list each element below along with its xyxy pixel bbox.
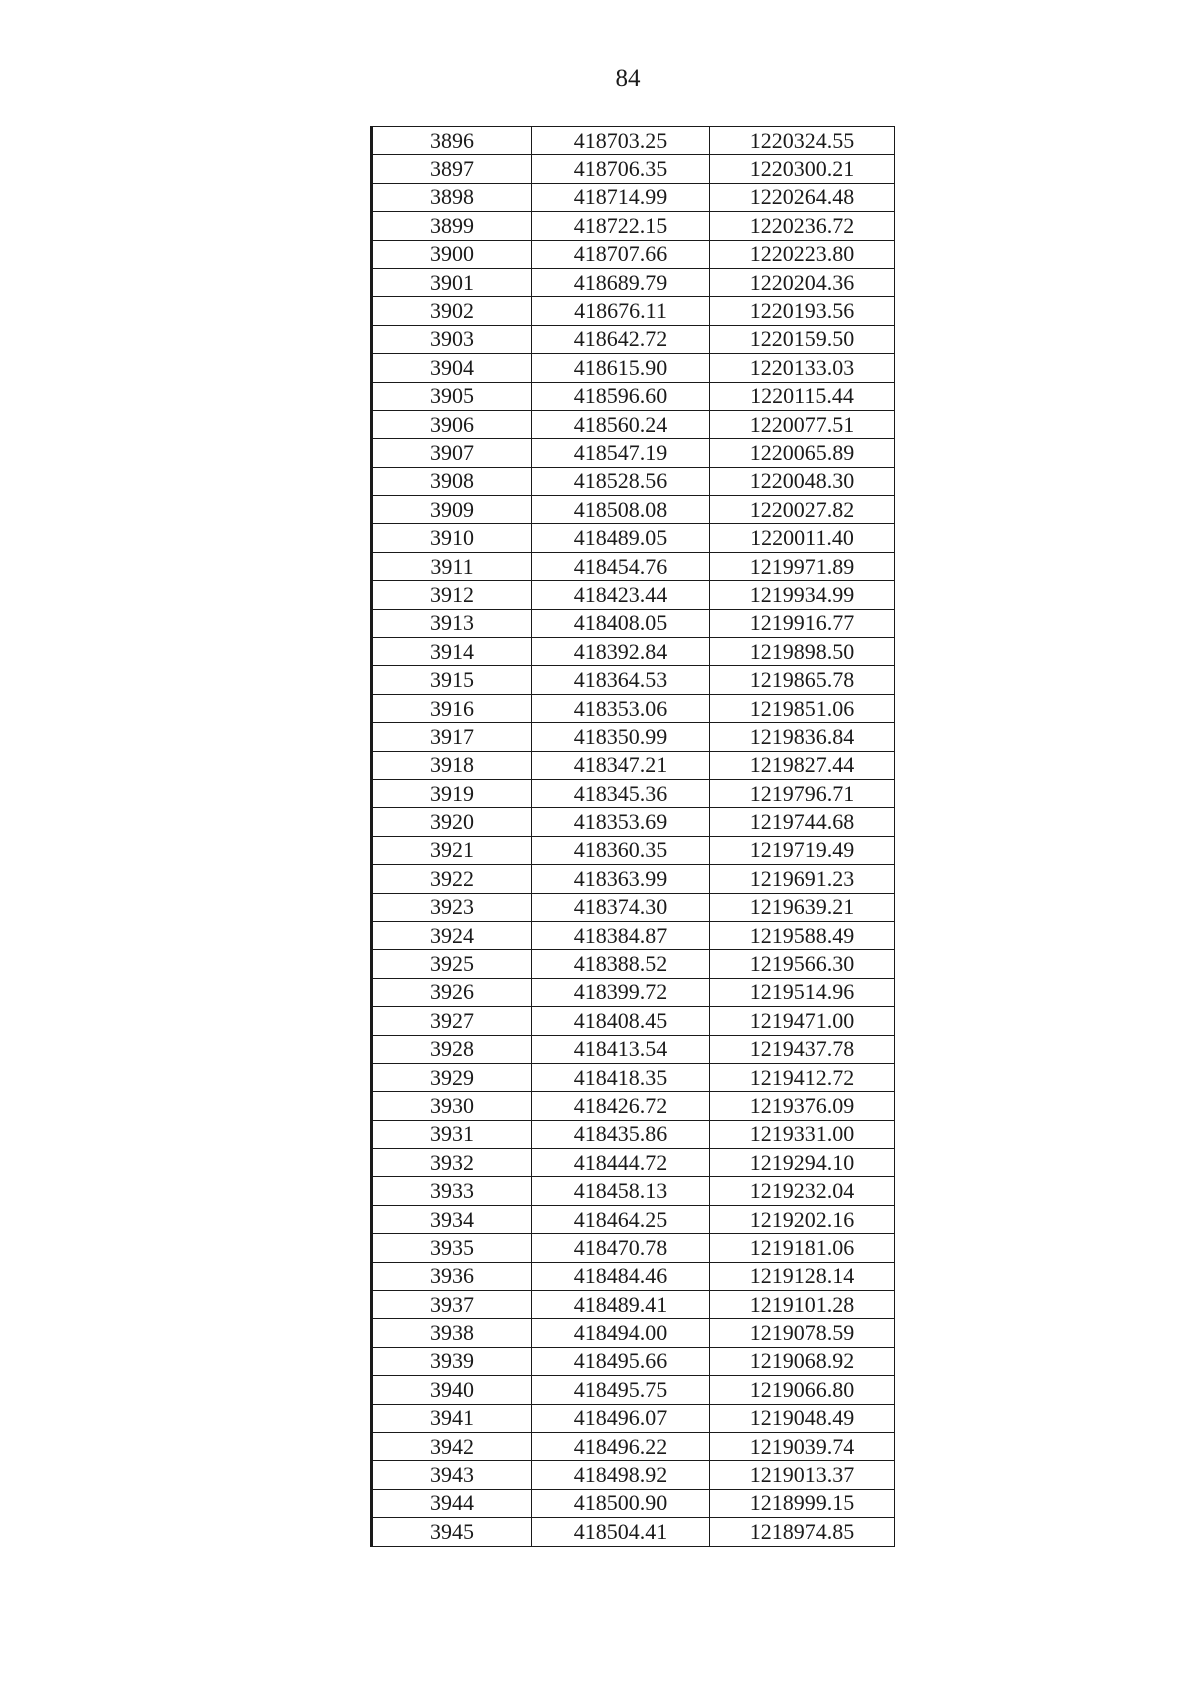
y-coordinate-cell: 1219851.06 [710,694,895,722]
point-number-cell: 3900 [372,240,532,268]
x-coordinate-cell: 418392.84 [532,638,710,666]
point-number-cell: 3941 [372,1404,532,1432]
x-coordinate-cell: 418489.41 [532,1291,710,1319]
point-number-cell: 3902 [372,297,532,325]
point-number-cell: 3937 [372,1291,532,1319]
table-row [372,808,895,836]
x-coordinate-cell: 418560.24 [532,410,710,438]
y-coordinate-cell: 1219836.84 [710,723,895,751]
y-coordinate-cell: 1219294.10 [710,1149,895,1177]
point-number-cell: 3943 [372,1461,532,1489]
y-coordinate-cell: 1220011.40 [710,524,895,552]
table-row [372,410,895,438]
point-number-cell: 3898 [372,183,532,211]
x-coordinate-cell: 418364.53 [532,666,710,694]
y-coordinate-cell: 1220223.80 [710,240,895,268]
x-coordinate-cell: 418596.60 [532,382,710,410]
point-number-cell: 3914 [372,638,532,666]
x-coordinate-cell: 418426.72 [532,1092,710,1120]
point-number-cell: 3920 [372,808,532,836]
table-row [372,297,895,325]
x-coordinate-cell: 418496.22 [532,1432,710,1460]
table-row [372,1234,895,1262]
table-row [372,354,895,382]
y-coordinate-cell: 1219232.04 [710,1177,895,1205]
x-coordinate-cell: 418676.11 [532,297,710,325]
table-row [372,666,895,694]
point-number-cell: 3921 [372,836,532,864]
point-number-cell: 3896 [372,127,532,155]
table-row [372,1120,895,1148]
y-coordinate-cell: 1219744.68 [710,808,895,836]
table-row [372,496,895,524]
table-row [372,1518,895,1546]
x-coordinate-cell: 418350.99 [532,723,710,751]
x-coordinate-cell: 418413.54 [532,1035,710,1063]
point-number-cell: 3939 [372,1347,532,1375]
point-number-cell: 3932 [372,1149,532,1177]
x-coordinate-cell: 418423.44 [532,581,710,609]
y-coordinate-cell: 1218974.85 [710,1518,895,1546]
y-coordinate-cell: 1219412.72 [710,1063,895,1091]
x-coordinate-cell: 418496.07 [532,1404,710,1432]
x-coordinate-cell: 418408.05 [532,609,710,637]
x-coordinate-cell: 418444.72 [532,1149,710,1177]
table-row [372,609,895,637]
y-coordinate-cell: 1219437.78 [710,1035,895,1063]
y-coordinate-cell: 1219691.23 [710,865,895,893]
y-coordinate-cell: 1219827.44 [710,751,895,779]
x-coordinate-cell: 418408.45 [532,1007,710,1035]
y-coordinate-cell: 1219566.30 [710,950,895,978]
x-coordinate-cell: 418458.13 [532,1177,710,1205]
y-coordinate-cell: 1219048.49 [710,1404,895,1432]
x-coordinate-cell: 418454.76 [532,552,710,580]
point-number-cell: 3944 [372,1489,532,1517]
point-number-cell: 3936 [372,1262,532,1290]
point-number-cell: 3942 [372,1432,532,1460]
point-number-cell: 3940 [372,1376,532,1404]
point-number-cell: 3915 [372,666,532,694]
table-row [372,1291,895,1319]
point-number-cell: 3934 [372,1205,532,1233]
y-coordinate-cell: 1220324.55 [710,127,895,155]
y-coordinate-cell: 1219181.06 [710,1234,895,1262]
y-coordinate-cell: 1219078.59 [710,1319,895,1347]
point-number-cell: 3933 [372,1177,532,1205]
x-coordinate-cell: 418353.69 [532,808,710,836]
x-coordinate-cell: 418615.90 [532,354,710,382]
y-coordinate-cell: 1219376.09 [710,1092,895,1120]
x-coordinate-cell: 418388.52 [532,950,710,978]
table-row [372,1035,895,1063]
table-row [372,268,895,296]
x-coordinate-cell: 418399.72 [532,978,710,1006]
y-coordinate-cell: 1220027.82 [710,496,895,524]
y-coordinate-cell: 1219471.00 [710,1007,895,1035]
table-row [372,1262,895,1290]
y-coordinate-cell: 1219514.96 [710,978,895,1006]
table-row [372,552,895,580]
x-coordinate-cell: 418435.86 [532,1120,710,1148]
point-number-cell: 3912 [372,581,532,609]
x-coordinate-cell: 418495.75 [532,1376,710,1404]
table-row [372,1432,895,1460]
table-row [372,382,895,410]
table-row [372,240,895,268]
y-coordinate-cell: 1219796.71 [710,779,895,807]
table-row [372,439,895,467]
x-coordinate-cell: 418642.72 [532,325,710,353]
table-row [372,1404,895,1432]
point-number-cell: 3930 [372,1092,532,1120]
x-coordinate-cell: 418508.08 [532,496,710,524]
y-coordinate-cell: 1220300.21 [710,155,895,183]
table-row [372,694,895,722]
x-coordinate-cell: 418504.41 [532,1518,710,1546]
table-row [372,1461,895,1489]
point-number-cell: 3897 [372,155,532,183]
y-coordinate-cell: 1219865.78 [710,666,895,694]
y-coordinate-cell: 1220115.44 [710,382,895,410]
table-row [372,581,895,609]
y-coordinate-cell: 1220048.30 [710,467,895,495]
coordinates-table [370,126,895,1547]
y-coordinate-cell: 1219013.37 [710,1461,895,1489]
x-coordinate-cell: 418495.66 [532,1347,710,1375]
point-number-cell: 3904 [372,354,532,382]
point-number-cell: 3901 [372,268,532,296]
table-row [372,893,895,921]
point-number-cell: 3907 [372,439,532,467]
point-number-cell: 3925 [372,950,532,978]
x-coordinate-cell: 418706.35 [532,155,710,183]
y-coordinate-cell: 1219639.21 [710,893,895,921]
y-coordinate-cell: 1219101.28 [710,1291,895,1319]
x-coordinate-cell: 418347.21 [532,751,710,779]
y-coordinate-cell: 1219068.92 [710,1347,895,1375]
table-row [372,467,895,495]
y-coordinate-cell: 1219934.99 [710,581,895,609]
x-coordinate-cell: 418689.79 [532,268,710,296]
point-number-cell: 3913 [372,609,532,637]
x-coordinate-cell: 418470.78 [532,1234,710,1262]
table-row [372,1149,895,1177]
y-coordinate-cell: 1219039.74 [710,1432,895,1460]
table-row [372,865,895,893]
point-number-cell: 3927 [372,1007,532,1035]
table-row [372,1376,895,1404]
point-number-cell: 3903 [372,325,532,353]
point-number-cell: 3906 [372,410,532,438]
x-coordinate-cell: 418345.36 [532,779,710,807]
y-coordinate-cell: 1218999.15 [710,1489,895,1517]
table-row [372,921,895,949]
point-number-cell: 3909 [372,496,532,524]
x-coordinate-cell: 418374.30 [532,893,710,921]
table-row [372,1007,895,1035]
y-coordinate-cell: 1220204.36 [710,268,895,296]
point-number-cell: 3910 [372,524,532,552]
table-row [372,751,895,779]
point-number-cell: 3923 [372,893,532,921]
point-number-cell: 3922 [372,865,532,893]
point-number-cell: 3938 [372,1319,532,1347]
table-row [372,1347,895,1375]
y-coordinate-cell: 1219588.49 [710,921,895,949]
y-coordinate-cell: 1219331.00 [710,1120,895,1148]
page-number: 84 [615,65,641,92]
table-row [372,1063,895,1091]
point-number-cell: 3935 [372,1234,532,1262]
x-coordinate-cell: 418418.35 [532,1063,710,1091]
table-row [372,212,895,240]
x-coordinate-cell: 418489.05 [532,524,710,552]
x-coordinate-cell: 418363.99 [532,865,710,893]
x-coordinate-cell: 418494.00 [532,1319,710,1347]
x-coordinate-cell: 418703.25 [532,127,710,155]
table-row [372,836,895,864]
x-coordinate-cell: 418360.35 [532,836,710,864]
point-number-cell: 3919 [372,779,532,807]
point-number-cell: 3945 [372,1518,532,1546]
table-row [372,638,895,666]
point-number-cell: 3905 [372,382,532,410]
y-coordinate-cell: 1219128.14 [710,1262,895,1290]
point-number-cell: 3931 [372,1120,532,1148]
y-coordinate-cell: 1219066.80 [710,1376,895,1404]
table-row [372,524,895,552]
table-row [372,1205,895,1233]
y-coordinate-cell: 1220133.03 [710,354,895,382]
x-coordinate-cell: 418547.19 [532,439,710,467]
table-row [372,127,895,155]
point-number-cell: 3917 [372,723,532,751]
y-coordinate-cell: 1220077.51 [710,410,895,438]
point-number-cell: 3926 [372,978,532,1006]
y-coordinate-cell: 1219898.50 [710,638,895,666]
point-number-cell: 3908 [372,467,532,495]
y-coordinate-cell: 1219719.49 [710,836,895,864]
x-coordinate-cell: 418500.90 [532,1489,710,1517]
y-coordinate-cell: 1220236.72 [710,212,895,240]
table-row [372,723,895,751]
y-coordinate-cell: 1220159.50 [710,325,895,353]
table-row [372,1177,895,1205]
point-number-cell: 3916 [372,694,532,722]
table-row [372,779,895,807]
point-number-cell: 3924 [372,921,532,949]
y-coordinate-cell: 1219202.16 [710,1205,895,1233]
point-number-cell: 3918 [372,751,532,779]
x-coordinate-cell: 418484.46 [532,1262,710,1290]
x-coordinate-cell: 418714.99 [532,183,710,211]
x-coordinate-cell: 418528.56 [532,467,710,495]
point-number-cell: 3911 [372,552,532,580]
table-row [372,978,895,1006]
table-row [372,1319,895,1347]
point-number-cell: 3928 [372,1035,532,1063]
table-row [372,155,895,183]
y-coordinate-cell: 1220065.89 [710,439,895,467]
y-coordinate-cell: 1220193.56 [710,297,895,325]
table-row [372,183,895,211]
x-coordinate-cell: 418707.66 [532,240,710,268]
table-row [372,1092,895,1120]
x-coordinate-cell: 418722.15 [532,212,710,240]
x-coordinate-cell: 418353.06 [532,694,710,722]
table-row [372,1489,895,1517]
point-number-cell: 3899 [372,212,532,240]
point-number-cell: 3929 [372,1063,532,1091]
table-row [372,950,895,978]
table-row [372,325,895,353]
x-coordinate-cell: 418464.25 [532,1205,710,1233]
x-coordinate-cell: 418384.87 [532,921,710,949]
y-coordinate-cell: 1219916.77 [710,609,895,637]
x-coordinate-cell: 418498.92 [532,1461,710,1489]
y-coordinate-cell: 1220264.48 [710,183,895,211]
coordinates-table-body [372,127,895,1547]
y-coordinate-cell: 1219971.89 [710,552,895,580]
